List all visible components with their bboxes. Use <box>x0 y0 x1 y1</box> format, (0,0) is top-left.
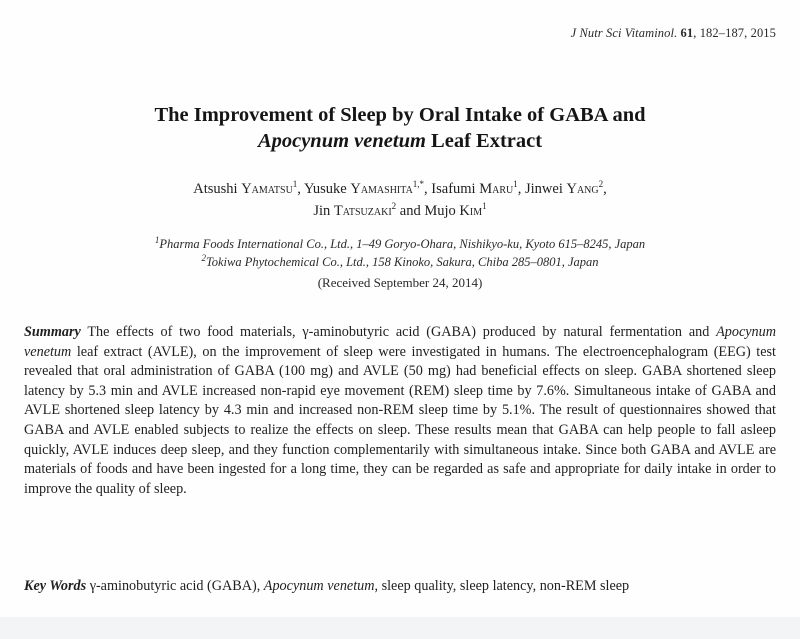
author-separator: , <box>517 181 525 197</box>
paper-title <box>0 102 800 154</box>
affiliation-1 <box>0 235 800 253</box>
summary-text-part-1: The effects of two food materials, γ-aminobutyric acid (GABA) produced by natural fermentation and <box>80 324 717 340</box>
journal-name: J Nutr Sci Vitaminol. <box>570 26 678 40</box>
affiliation-text: Tokiwa Phytochemical Co., Ltd., 158 Kinoko, Sakura, Chiba 285–0801, Japan <box>205 255 599 269</box>
summary-text-part-2: leaf extract (AVLE), on the improvement of sleep were investigated in humans. The electroencephalogram (EEG) test revealed that oral administration of GABA (100 mg) and AVLE (50 mg) had beneficial effects on sleep. GABA shortened sleep latency by 5.3 min and AVLE increased non-rapid eye movement (REM) sleep time by 7.6%. Simultaneous intake of GABA and AVLE shortened sleep latency by 4.3 min and increased non-REM sleep time by 5.1%. The result of questionnaires showed that GABA and AVLE enabled subjects to realize the effects on sleep. These results mean that GABA can help people to fall asleep quickly, AVLE induces deep sleep, and they function complementarily with simultaneous intake. Since both GABA and AVLE are materials of foods and have been ingested for a long time, they can be regarded as safe and appropriate for daily intake in order to improve the quality of sleep. <box>24 343 776 497</box>
author-separator: , <box>424 181 432 197</box>
author-affiliation-mark: 1 <box>482 201 487 212</box>
author-first-name: Jinwei <box>524 181 567 197</box>
journal-citation <box>571 26 776 41</box>
keywords-species-name: Apocynum venetum <box>263 578 375 594</box>
title-line-1: The Improvement of Sleep by Oral Intake of GABA and <box>154 104 646 126</box>
keywords-label: Key Words <box>24 578 87 594</box>
author-affiliation-mark: 2 <box>598 179 604 190</box>
author-line-1 <box>0 178 800 200</box>
affiliation-mark: 1 <box>154 234 160 245</box>
author-first-name: Yusuke <box>304 181 351 197</box>
author-last-name: Yamatsu <box>241 181 293 197</box>
author-first-name: Jin <box>313 203 334 219</box>
title-line-2-rest: Leaf Extract <box>425 130 543 152</box>
affiliation-2 <box>0 253 800 271</box>
keywords-part-1: γ-aminobutyric acid (GABA), <box>86 578 264 594</box>
author-last-name: Kim <box>459 203 483 219</box>
affiliation-mark: 2 <box>201 252 206 263</box>
summary-label: Summary <box>24 324 81 340</box>
journal-volume: 61 <box>680 26 694 40</box>
author-conjunction: and <box>396 203 425 219</box>
received-date: (Received September 24, 2014) <box>317 275 483 290</box>
author-affiliation-mark: 1 <box>513 179 518 190</box>
summary-species-name: Apocynum venetum <box>24 324 776 360</box>
journal-pages: , 182–187, 2015 <box>693 26 776 40</box>
keywords-part-2: , sleep quality, sleep latency, non-REM sleep <box>374 578 630 594</box>
author-last-name: Yang <box>566 181 599 197</box>
author-last-name: Tatsuzaki <box>333 203 392 219</box>
author-first-name: Mujo <box>424 203 460 219</box>
author-separator: , <box>297 181 305 197</box>
affiliation-list <box>0 235 800 271</box>
author-affiliation-mark: 1,* <box>412 179 425 190</box>
author-line-2 <box>0 200 800 222</box>
key-words <box>24 577 776 597</box>
author-first-name: Isafumi <box>431 181 480 197</box>
author-last-name: Yamashita <box>350 181 413 197</box>
author-first-name: Atsushi <box>193 181 242 197</box>
bottom-margin-strip <box>0 617 800 639</box>
affiliation-text: Pharma Foods International Co., Ltd., 1–49 Goryo-Ohara, Nishikyo-ku, Kyoto 615–8245, Japan <box>159 237 646 251</box>
author-affiliation-mark: 2 <box>391 201 397 212</box>
author-affiliation-mark: 1 <box>292 179 298 190</box>
title-species: Apocynum venetum <box>257 130 426 152</box>
title-line-2 <box>0 128 800 154</box>
author-list <box>0 178 800 222</box>
author-separator: , <box>603 181 607 197</box>
abstract-summary <box>24 323 776 499</box>
author-last-name: Maru <box>479 181 514 197</box>
